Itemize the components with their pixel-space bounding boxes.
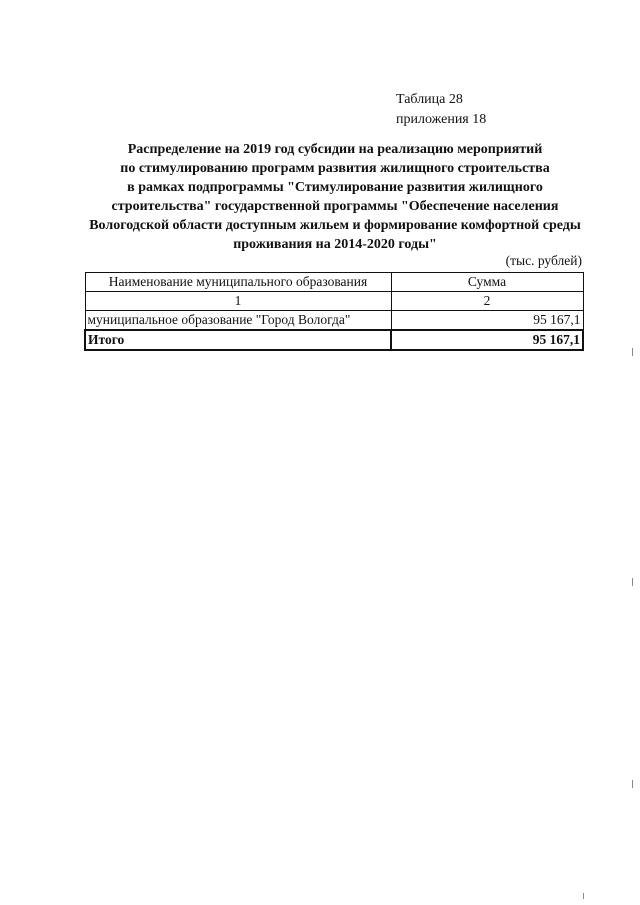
header-name: Наименование муниципального образования: [85, 273, 391, 292]
column-number-row: [85, 292, 583, 311]
scan-margin-mark: [632, 348, 633, 356]
header-row: [85, 273, 583, 292]
title-line: в рамках подпрограммы "Стимулирование развития жилищного: [127, 180, 543, 195]
header-amount: Сумма: [391, 273, 583, 292]
table-row: [85, 311, 583, 331]
total-row: [85, 330, 583, 350]
appendix-label: приложения 18: [396, 112, 487, 127]
total-amount: 95 167,1: [391, 330, 583, 350]
title-line: Вологодской области доступным жильем и формирование комфортной среды: [89, 218, 581, 233]
scan-margin-mark: [632, 578, 633, 586]
column-number-1: 1: [85, 292, 391, 311]
row-name: муниципальное образование "Город Вологда": [85, 311, 391, 331]
title-line: строительства" государственной программы "Обеспечение населения: [111, 199, 559, 214]
appendix-reference: [396, 90, 486, 130]
title-line: Распределение на 2019 год субсидии на реализацию мероприятий: [127, 142, 543, 157]
title-line: по стимулированию программ развития жилищного строительства: [120, 161, 550, 176]
document-title: [60, 140, 610, 254]
units-label: (тыс. рублей): [505, 253, 582, 268]
scan-margin-mark: [583, 893, 584, 899]
title-line: проживания на 2014-2020 годы": [233, 237, 437, 252]
column-number-2: 2: [391, 292, 583, 311]
total-label: Итого: [85, 330, 391, 350]
row-amount: 95 167,1: [391, 311, 583, 331]
scan-margin-mark: [632, 780, 633, 788]
table-number: Таблица 28: [396, 92, 463, 107]
subsidy-table: [84, 272, 584, 351]
